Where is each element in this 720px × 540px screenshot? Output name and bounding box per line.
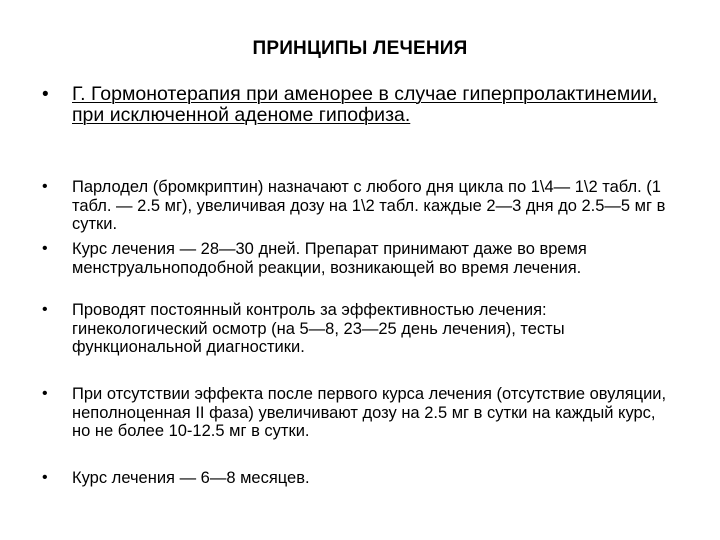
bullet-text: При отсутствии эффекта после первого курса лечения (отсутствие овуляции, неполноценная II фаза) увеличивают дозу на 2.5 мг в сутки на каждый курс, но не более 10-12.5 мг в сутки. <box>72 385 667 440</box>
bullet-icon: • <box>42 240 48 257</box>
bullet-icon: • <box>42 178 48 195</box>
bullet-item-hormone-therapy <box>42 83 672 126</box>
bullet-item-course-length <box>42 469 672 488</box>
bullet-icon: • <box>42 84 49 105</box>
bullet-icon: • <box>42 469 48 486</box>
bullet-text: Парлодел (бромкриптин) назначают с любого дня цикла по 1\4— 1\2 табл. (1 табл. — 2.5 мг), увеличивая дозу на 1\2 табл. каждые 2—3 дня до 2.5—5 мг в сутки. <box>72 178 666 233</box>
bullet-text: Курс лечения — 6—8 месяцев. <box>72 469 310 487</box>
bullet-text: Проводят постоянный контроль за эффективностью лечения: гинекологический осмотр (на 5—8, 23—25 день лечения), тесты функциональной диагностики. <box>72 301 565 356</box>
bullet-item-monitoring <box>42 301 672 357</box>
bullet-icon: • <box>42 385 48 402</box>
bullet-item-no-effect <box>42 385 672 441</box>
bullet-text: Курс лечения — 28—30 дней. Препарат принимают даже во время менструальноподобной реакции, возникающей во время лечения. <box>72 240 587 277</box>
bullet-icon: • <box>42 301 48 318</box>
slide-title: ПРИНЦИПЫ ЛЕЧЕНИЯ <box>252 38 468 59</box>
bullet-item-parlodel <box>42 178 672 234</box>
bullet-item-course-duration <box>42 240 672 277</box>
bullet-text: Г. Гормонотерапия при аменорее в случае гиперпролактинемии, при исключенной аденоме гипофиза. <box>72 83 658 126</box>
